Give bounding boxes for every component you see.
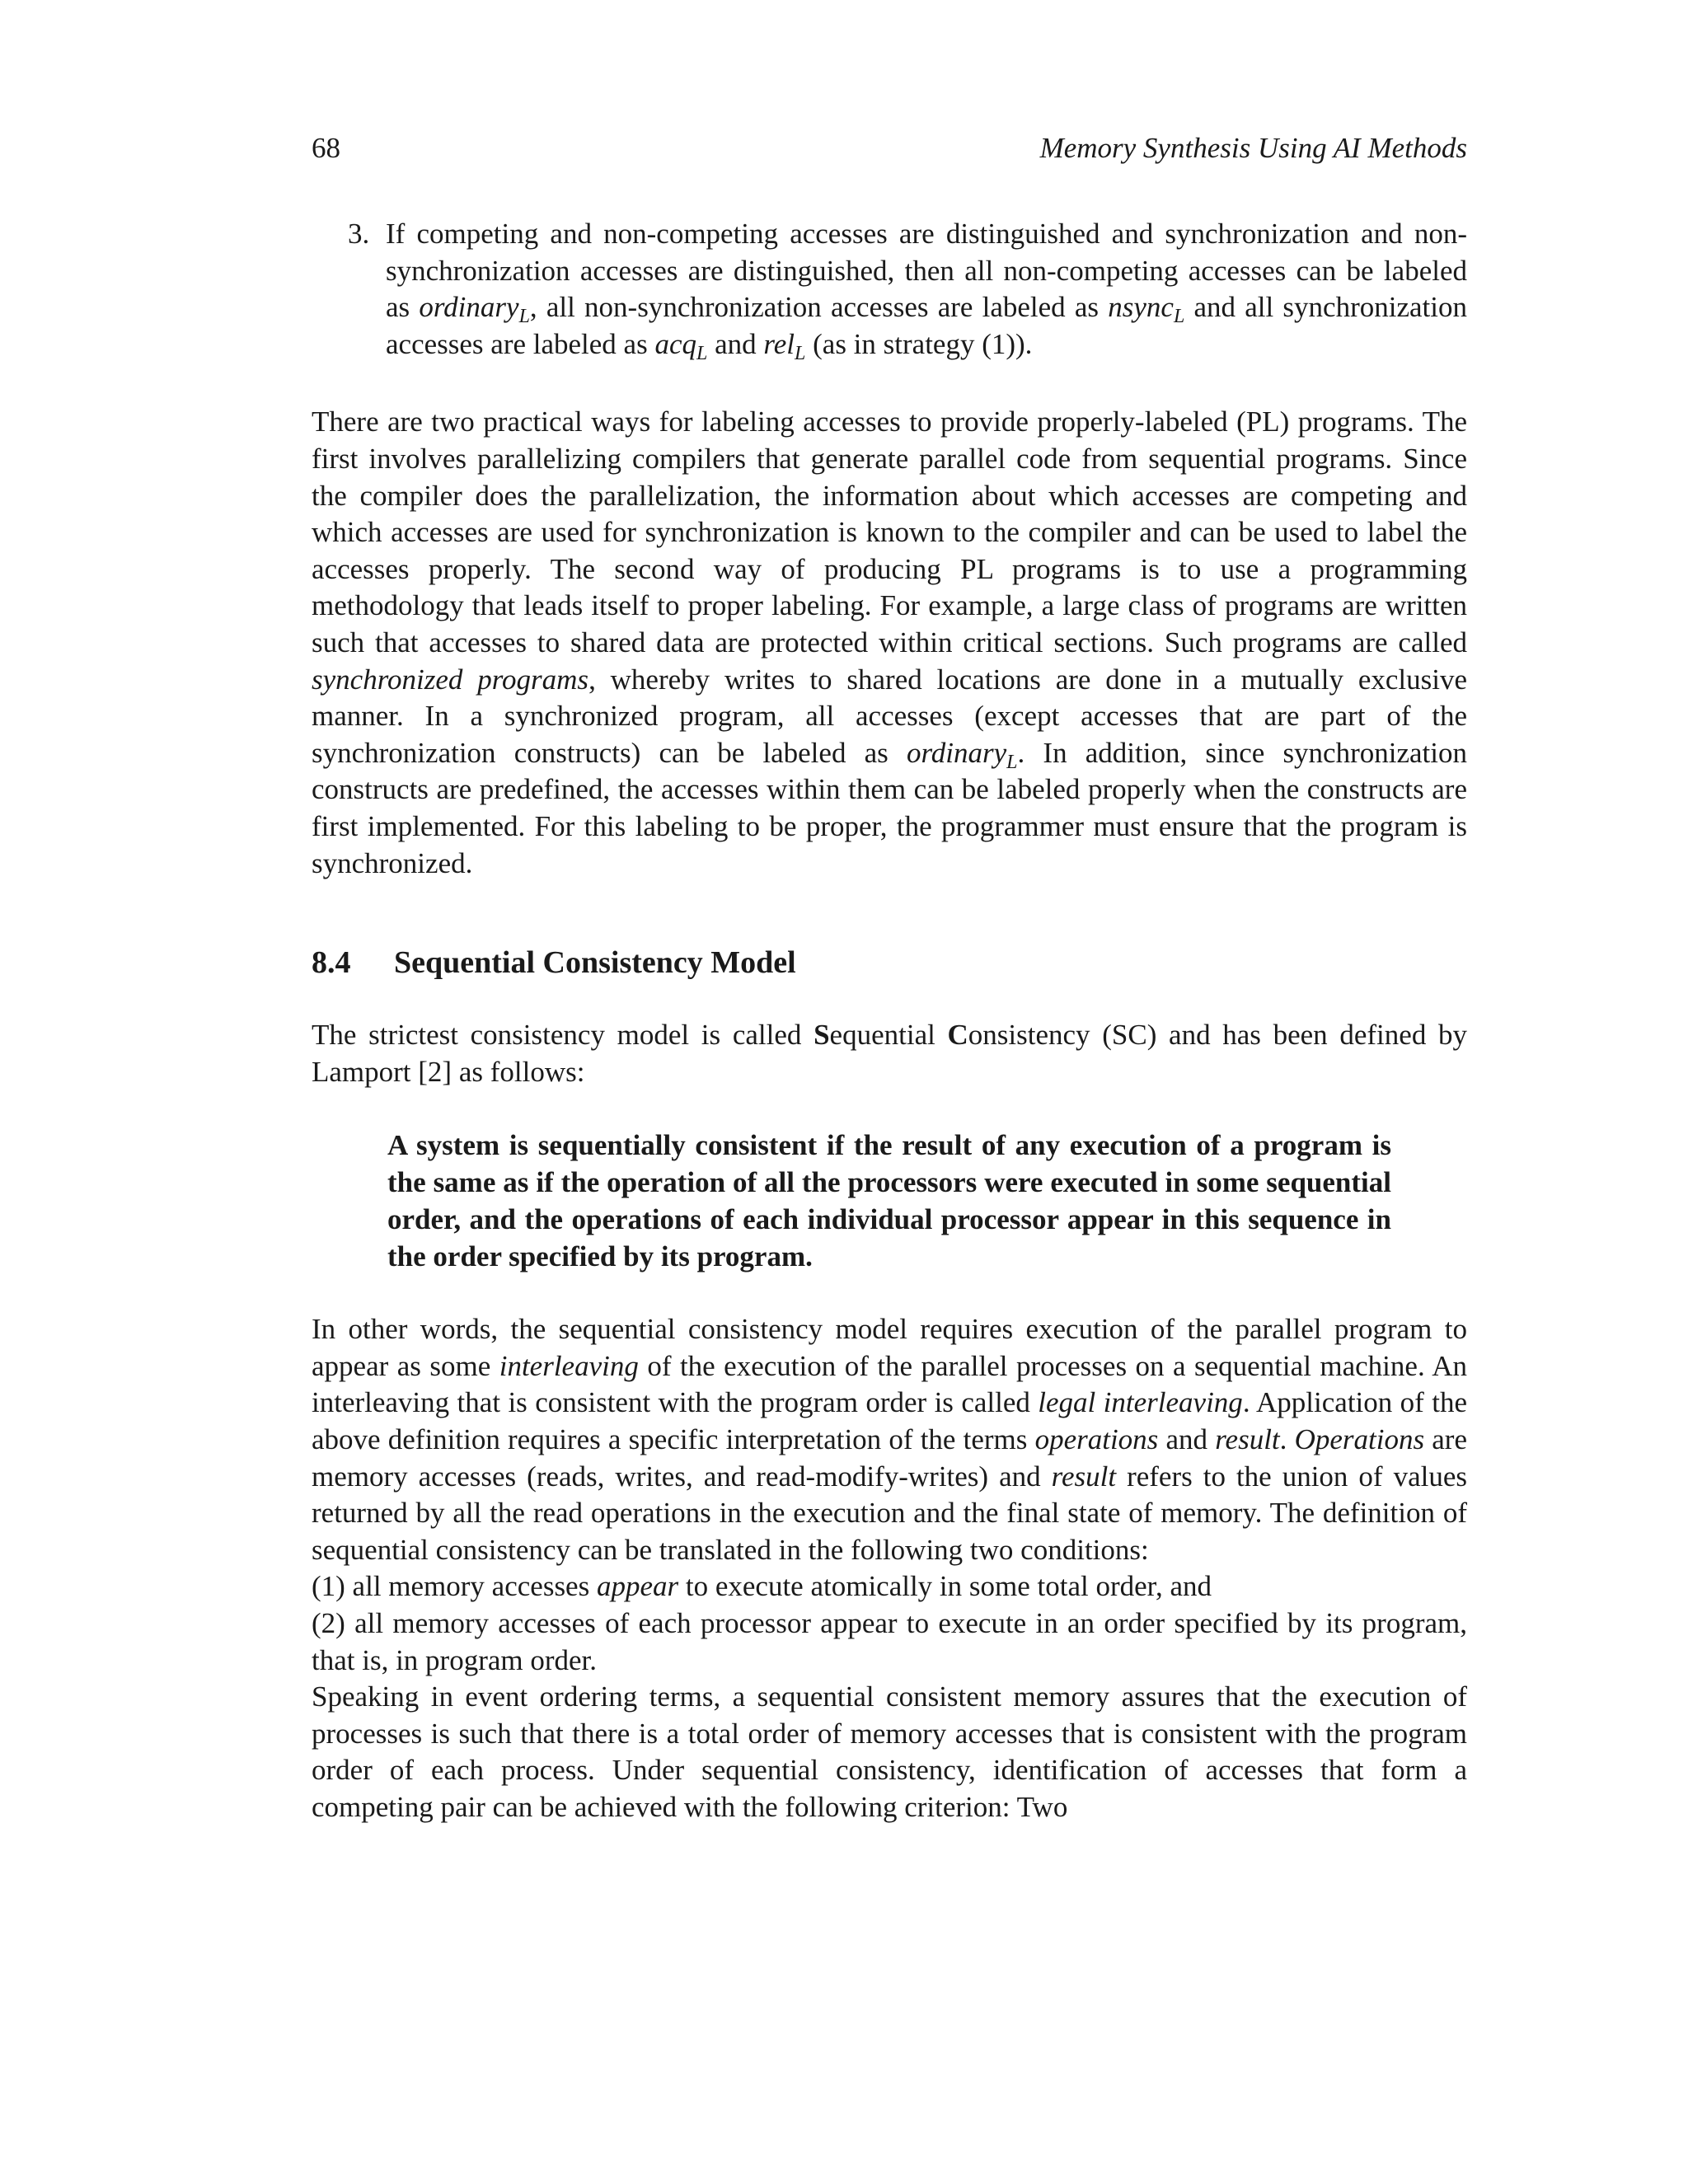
math-nsync-l: nsync$_L$ bbox=[1108, 291, 1185, 328]
condition-1: (1) all memory accesses appear to execute atomically in some total order, and bbox=[312, 1570, 1212, 1603]
section-heading bbox=[312, 943, 1467, 982]
list-item-text: , all non-synchronization accesses are labeled as bbox=[529, 291, 1109, 324]
definition-quote: A system is sequentially consistent if the result of any execution of a program is the same as if the operation of all the processors were executed in some sequential order, and the operations of each individual processor appear in this sequence in the order specified by its program. bbox=[387, 1129, 1391, 1273]
math-ordinary-l: ordinary$_L$ bbox=[906, 736, 1018, 773]
condition-2: (2) all memory accesses of each processor appear to execute in an order specified by its program, that is, in program order. bbox=[312, 1607, 1467, 1676]
math-acq-l: acq$_L$ bbox=[654, 327, 708, 364]
paragraph-other-words: In other words, the sequential consistency model requires execution of the parallel program to appear as some interleaving of the execution of the parallel processes on a sequential machine. An interleaving that is consistent with the program order is called legal interleaving. Application of the above definition requires a specific interpretation of the terms operations and result. Operations are memory accesses (reads, writes, and read-modify-writes) and result refers to the union of values returned by all the read operations in the execution and the final state of memory. The definition of sequential consistency can be translated in the following two conditions: bbox=[312, 1313, 1468, 1566]
list-item-text: and all synchronization accesses are labeled as bbox=[386, 291, 1467, 360]
section-title: Sequential Consistency Model bbox=[394, 945, 796, 981]
list-item-number: 3. bbox=[348, 218, 370, 250]
list-item-text: (as in strategy (1)). bbox=[805, 327, 1033, 360]
page-number: 68 bbox=[312, 132, 340, 164]
list-item-3 bbox=[312, 216, 1467, 363]
math-rel-l: rel$_L$ bbox=[763, 327, 806, 364]
paragraph-event-ordering: Speaking in event ordering terms, a sequential consistent memory assures that the execution of processes is such that there is a total order of memory accesses that is consistent with the program order of each process. Under sequential consistency, identification of accesses that form a competing pair can be achieved with the following criterion: Two bbox=[312, 1680, 1467, 1823]
list-item-text: and bbox=[707, 327, 764, 360]
page-header bbox=[312, 124, 1467, 173]
paragraph-labeling: There are two practical ways for labeling accesses to provide properly-labeled (PL) programs. The first involves parallelizing compilers that generate parallel code from sequential programs. Since the compiler does the parallelization, the information about which accesses are competing and which accesses are used for synchronization is known to the compiler and can be used to label the accesses properly. The second way of producing PL programs is to use a programming methodology that leads itself to proper labeling. For example, a large class of programs are written such that accesses to shared data are protected within critical sections. Such programs are called synchronized programs, whereby writes to shared locations are done in a mutually exclusive manner. In a synchronized program, all accesses (except accesses that are part of the synchronization constructs) can be labeled as ordinary$_L$. In addition, since synchronization constructs are predefined, the accesses within them can be labeled properly when the constructs are first implemented. For this labeling to be proper, the programmer must ensure that the program is synchronized. bbox=[312, 405, 1467, 879]
paragraph-intro: The strictest consistency model is called Sequential Consistency (SC) and has been defined by Lamport [2] as follows: bbox=[312, 1019, 1468, 1088]
section-number: 8.4 bbox=[312, 945, 351, 981]
running-title: Memory Synthesis Using AI Methods bbox=[1039, 132, 1467, 164]
math-ordinary-l: ordinary$_L$ bbox=[419, 291, 530, 328]
list-item-text: If competing and non-competing accesses are distinguished and synchronization and non-synchronization accesses are distinguished, then all non-competing accesses can be labeled as bbox=[386, 218, 1467, 324]
page bbox=[312, 124, 1467, 1826]
emphasis-synchronized-programs: synchronized programs bbox=[312, 663, 589, 696]
